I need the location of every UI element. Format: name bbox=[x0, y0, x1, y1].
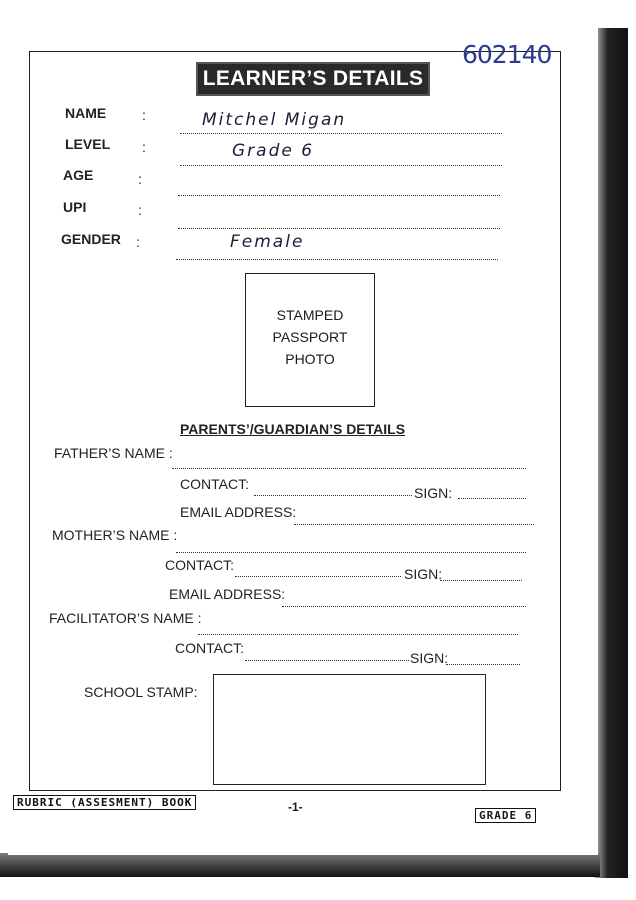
footer-book-title: RUBRIC (ASSESMENT) BOOK bbox=[13, 795, 196, 810]
passport-photo-box bbox=[245, 273, 375, 407]
facilitator-contact-label: CONTACT: bbox=[175, 640, 244, 656]
upi-line bbox=[178, 228, 500, 229]
name-line bbox=[180, 133, 502, 134]
school-stamp-box bbox=[213, 674, 486, 785]
name-colon: : bbox=[142, 107, 146, 123]
page-number: -1- bbox=[288, 800, 303, 814]
mother-email-label: EMAIL ADDRESS: bbox=[169, 586, 286, 602]
name-value: Mitchel Migan bbox=[202, 110, 347, 130]
mother-contact-label: CONTACT: bbox=[165, 557, 234, 573]
level-value: Grade 6 bbox=[232, 141, 315, 161]
facilitator-contact-line bbox=[245, 660, 409, 661]
age-label: AGE bbox=[63, 167, 94, 183]
father-contact-line bbox=[254, 495, 412, 496]
father-name-label: FATHER’S NAME : bbox=[54, 445, 173, 461]
mother-name-line bbox=[176, 552, 526, 553]
page-title: LEARNER’S DETAILS bbox=[196, 62, 430, 96]
mother-name-label: MOTHER’S NAME : bbox=[52, 527, 178, 543]
upi-colon: : bbox=[138, 202, 142, 218]
name-label: NAME bbox=[65, 105, 107, 121]
facilitator-sign-line bbox=[446, 664, 520, 665]
age-colon: : bbox=[138, 171, 142, 187]
photo-line-1: STAMPED bbox=[276, 307, 344, 323]
scan-shadow-bottom bbox=[0, 853, 600, 877]
mother-email-line bbox=[282, 606, 526, 607]
facilitator-name-line bbox=[198, 634, 518, 635]
mother-sign-label: SIGN: bbox=[404, 566, 443, 582]
facilitator-name-label: FACILITATOR’S NAME : bbox=[49, 610, 202, 626]
father-email-label: EMAIL ADDRESS: bbox=[180, 504, 297, 520]
gender-colon: : bbox=[136, 234, 140, 250]
scan-shadow-right bbox=[594, 28, 628, 878]
photo-line-3: PHOTO bbox=[285, 351, 335, 367]
parents-section-title: PARENTS’/GUARDIAN’S DETAILS bbox=[180, 421, 406, 437]
school-stamp-label: SCHOOL STAMP: bbox=[84, 684, 198, 700]
gender-label: GENDER bbox=[61, 231, 121, 247]
mother-sign-line bbox=[440, 580, 522, 581]
gender-line bbox=[176, 259, 498, 260]
father-email-line bbox=[294, 524, 534, 525]
facilitator-sign-label: SIGN: bbox=[410, 650, 449, 666]
mother-contact-line bbox=[235, 576, 401, 577]
level-colon: : bbox=[142, 139, 146, 155]
gender-value: Female bbox=[230, 232, 305, 252]
father-sign-label: SIGN: bbox=[414, 485, 453, 501]
handwritten-number: 602140 bbox=[462, 40, 552, 69]
age-line bbox=[178, 195, 500, 196]
level-label: LEVEL bbox=[65, 136, 111, 152]
father-sign-line bbox=[458, 498, 526, 499]
footer-grade: GRADE 6 bbox=[475, 808, 536, 823]
level-line bbox=[180, 165, 502, 166]
upi-label: UPI bbox=[63, 199, 87, 215]
father-contact-label: CONTACT: bbox=[180, 476, 249, 492]
father-name-line bbox=[172, 468, 526, 469]
photo-line-2: PASSPORT bbox=[272, 329, 348, 345]
